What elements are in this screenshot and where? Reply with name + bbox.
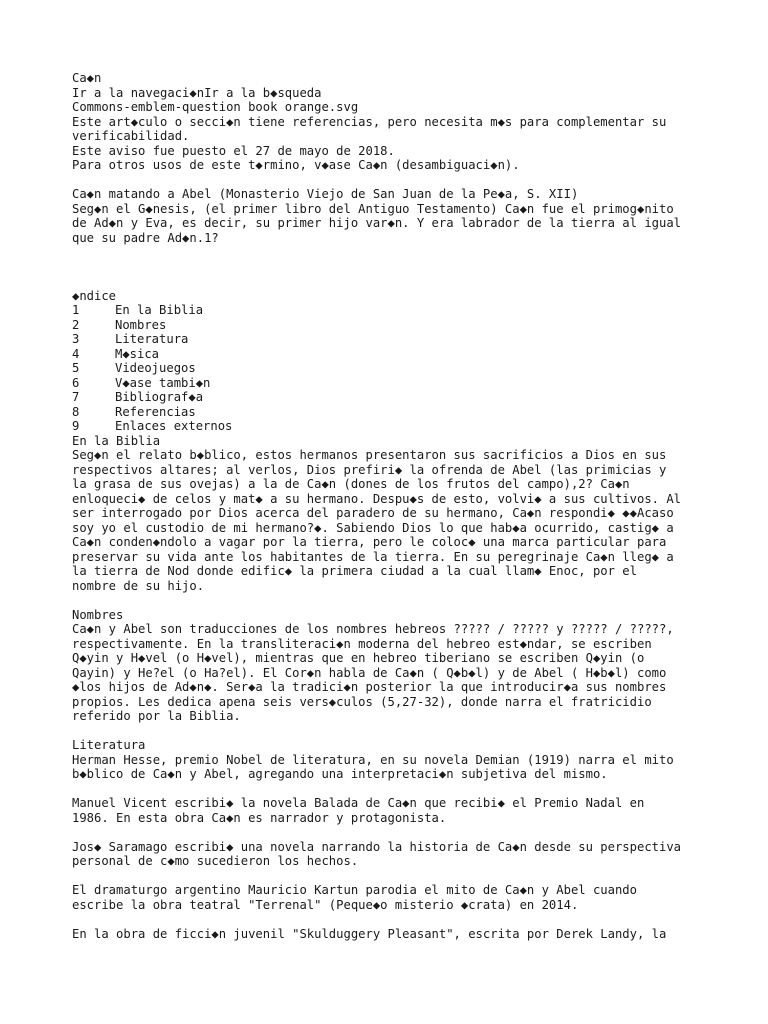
section-heading-literatura: Literatura [72,738,146,752]
paragraph-line: escribe la obra teatral "Terrenal" (Peque◆o misterio ◆crata) en 2014. [72,897,579,912]
paragraph-line: Jos◆ Saramago escribi◆ una novela narrando la historia de Ca◆n desde su perspectiva [72,839,682,854]
toc-label: Nombres [115,317,167,332]
toc-number: 6 [72,375,80,390]
toc-label: Enlaces externos [115,419,233,433]
nav-links[interactable]: Ir a la navegaci◆nIr a la b◆squeda [72,85,322,100]
toc-label: Referencias [115,404,196,419]
paragraph-line: la tierra de Nod donde edific◆ la primera ciudad a la cual llam◆ Enoc, por el [72,564,637,578]
spacer [72,173,702,188]
notice-line: verificabilidad. [72,129,190,143]
toc-item[interactable] [72,303,702,318]
paragraph-line: Manuel Vicent escribi◆ la novela Balada de Ca◆n que recibi◆ el Premio Nadal en [72,796,645,810]
section-heading-nombres: Nombres [72,607,124,622]
notice-line: Este art◆culo o secci◆n tiene referencias, pero necesita m◆s para complementar su [72,114,667,129]
paragraph-line: En la obra de ficci◆n juvenil "Skulduggery Pleasant", escrita por Derek Landy, la [72,926,667,941]
toc-label: Literatura [115,332,189,346]
page-title: Ca◆n [72,71,102,85]
toc-label: En la Biblia [115,303,204,317]
paragraph-line: respectivos altares; al verlos, Dios prefiri◆ la ofrenda de Abel (las primicias y [72,462,667,477]
toc-item[interactable] [72,332,702,347]
toc-number: 2 [72,317,80,332]
toc-label: Videojuegos [115,361,196,375]
spacer [72,245,702,260]
document-page [72,71,702,941]
paragraph-line: enloqueci◆ de celos y mat◆ a su hermano. Despu◆s de esto, volvi◆ a sus cultivos. Al [72,491,682,506]
toc-item[interactable] [72,361,702,376]
toc-number: 8 [72,404,80,419]
paragraph-line: la grasa de sus ovejas) a la de Ca◆n (dones de los frutos del campo),2? Ca◆n [72,477,630,491]
paragraph-line: soy yo el custodio de mi hermano?◆. Sabiendo Dios lo que hab◆a ocurrido, castig◆ a [72,520,674,535]
paragraph-line: Ca◆n conden◆ndolo a vagar por la tierra, pero le coloc◆ una marca particular para [72,535,667,549]
spacer [72,782,702,797]
disambiguation-line: Para otros usos de este t◆rmino, v◆ase Ca◆n (desambiguaci◆n). [72,158,520,172]
paragraph-line: Qayin) y He?el (o Ha?el). El Cor◆n habla de Ca◆n ( Q◆b◆l) y de Abel ( H◆b◆l) como [72,665,667,680]
toc-number: 1 [72,303,80,317]
spacer [72,724,702,739]
toc-label: V◆ase tambi◆n [115,375,211,390]
paragraph-line: Ca◆n y Abel son traducciones de los nombres hebreos ????? / ????? y ????? / ?????, [72,622,674,636]
section-heading-biblia: En la Biblia [72,433,161,448]
intro-line: Seg◆n el G◆nesis, (el primer libro del Antiguo Testamento) Ca◆n fue el primog◆nito [72,201,674,216]
toc-number: 9 [72,419,80,433]
paragraph-line: personal de c◆mo sucedieron los hechos. [72,854,359,868]
paragraph-line: Herman Hesse, premio Nobel de literatura, en su novela Demian (1919) narra el mito [72,752,674,767]
toc-label: Bibliograf◆a [115,390,204,404]
paragraph-line: propios. Les dedica apena seis vers◆culos (5,27-32), donde narra el fratricidio [72,694,652,709]
paragraph-line: ser interrogado por Dios acerca del paradero de su hermano, Ca◆n respondi◆ ◆◆Acaso [72,506,674,520]
spacer [72,274,702,289]
paragraph-line: respectivamente. En la transliteraci◆n moderna del hebreo est◆ndar, se escriben [72,636,652,651]
toc-item[interactable] [72,419,702,434]
toc-heading: ◆ndice [72,288,117,303]
spacer [72,825,702,840]
toc-item[interactable] [72,376,702,391]
spacer [72,912,702,927]
paragraph-line: Seg◆n el relato b◆blico, estos hermanos presentaron sus sacrificios a Dios en sus [72,448,667,462]
intro-line: de Ad◆n y Eva, es decir, su primer hijo var◆n. Y era labrador de la tierra al igual [72,216,682,230]
toc-number: 3 [72,332,80,346]
paragraph-line: Q◆yin y H◆vel (o H◆vel), mientras que en hebreo tiberiano se escriben Q◆yin (o [72,651,645,665]
spacer [72,593,702,608]
toc-item[interactable] [72,405,702,420]
paragraph-line: 1986. En esta obra Ca◆n es narrador y protagonista. [72,810,447,825]
intro-line: que su padre Ad◆n.1? [72,230,219,245]
toc-item[interactable] [72,390,702,405]
paragraph-line: b◆blico de Ca◆n y Abel, agregando una interpretaci◆n subjetiva del mismo. [72,767,608,781]
intro-caption: Ca◆n matando a Abel (Monasterio Viejo de San Juan de la Pe◆a, S. XII) [72,187,579,201]
toc-number: 4 [72,346,80,361]
spacer [72,260,702,275]
paragraph-line: nombre de su hijo. [72,578,205,593]
paragraph-line: ◆los hijos de Ad◆n◆. Ser◆a la tradici◆n posterior la que introducir◆a sus nombres [72,680,667,694]
toc-item[interactable] [72,347,702,362]
toc-list [72,303,702,434]
toc-number: 7 [72,390,80,404]
image-caption: Commons-emblem-question book orange.svg [72,100,359,114]
paragraph-line: El dramaturgo argentino Mauricio Kartun parodia el mito de Ca◆n y Abel cuando [72,883,637,897]
notice-line: Este aviso fue puesto el 27 de mayo de 2018. [72,143,395,158]
paragraph-line: referido por la Biblia. [72,709,241,723]
spacer [72,869,702,884]
paragraph-line: preservar su vida ante los habitantes de la tierra. En su peregrinaje Ca◆n lleg◆ a [72,549,674,564]
toc-number: 5 [72,361,80,375]
toc-item[interactable] [72,318,702,333]
toc-label: M◆sica [115,346,160,361]
